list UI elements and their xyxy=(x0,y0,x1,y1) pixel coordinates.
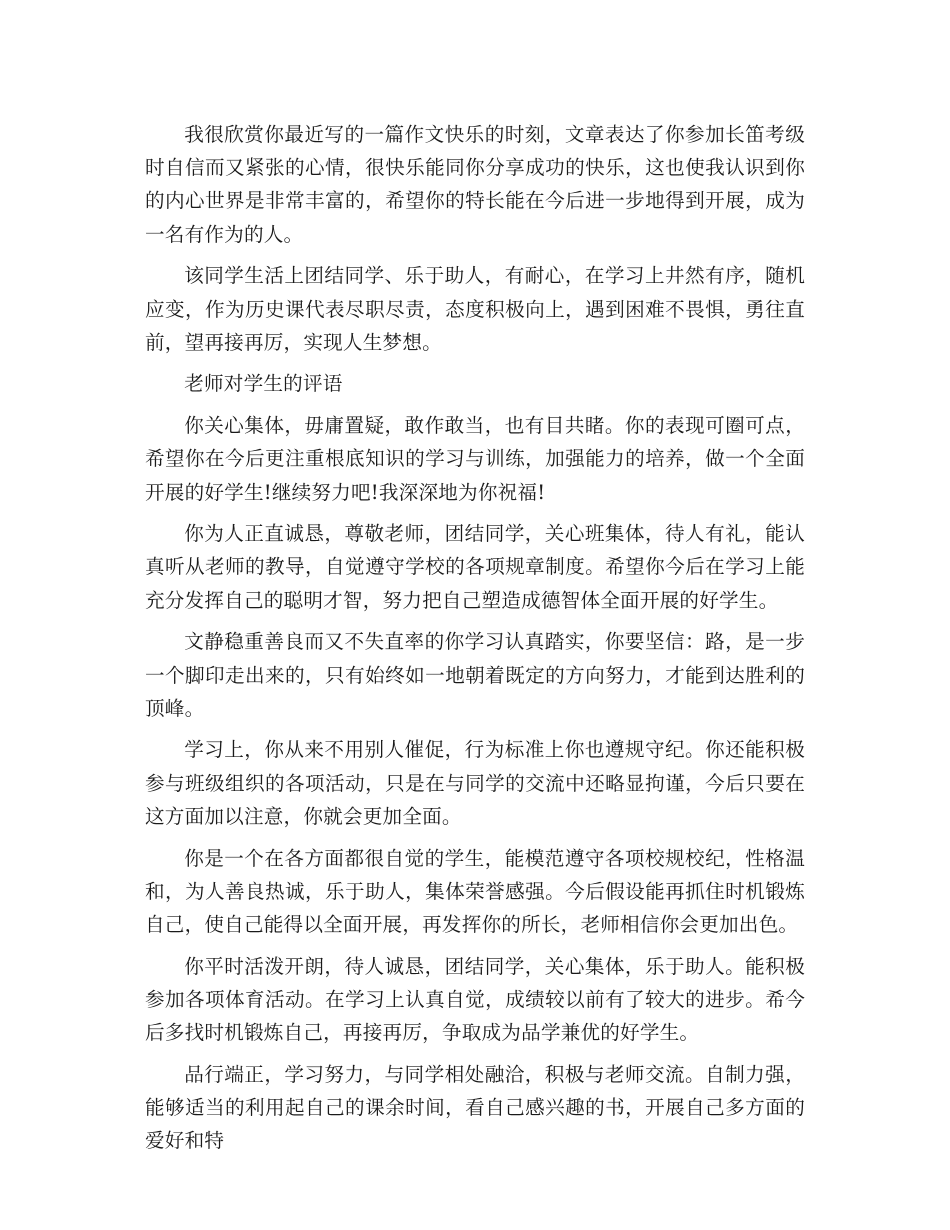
paragraph-care-collective-comment: 你关心集体，毋庸置疑，敢作敢当，也有目共睹。你的表现可圈可点，希望你在今后更注重根底知识的学习与训练，加强能力的培养，做一个全面开展的好学生!继续努力吧!我深深地为你祝福! xyxy=(145,414,805,504)
paragraph-honest-respectful-comment: 你为人正直诚恳，尊敬老师，团结同学，关心班集体，待人有礼，能认真听从老师的教导，自觉遵守学校的各项规章制度。希望你今后在学习上能充分发挥自己的聪明才智，努力把自己塑造成德智体全面开展的好学生。 xyxy=(145,522,805,612)
paragraph-good-conduct-comment: 品行端正，学习努力，与同学相处融洽，积极与老师交流。自制力强，能够适当的利用起自己的课余时间，看自己感兴趣的书，开展自己多方面的爱好和特 xyxy=(145,1062,805,1153)
paragraph-essay-comment: 我很欣赏你最近写的一篇作文快乐的时刻，文章表达了你参加长笛考级时自信而又紧张的心情，很快乐能同你分享成功的快乐，这也使我认识到你的内心世界是非常丰富的，希望你的特长能在今后进一步地得到开展，成为一名有作为的人。 xyxy=(145,123,805,246)
paragraph-steady-quiet-comment: 文静稳重善良而又不失直率的你学习认真踏实，你要坚信：路，是一步一个脚印走出来的，只有始终如一地朝着既定的方向努力，才能到达胜利的顶峰。 xyxy=(145,630,805,720)
paragraph-self-motivated-comment: 学习上，你从来不用别人催促，行为标准上你也遵规守纪。你还能积极参与班级组织的各项活动，只是在与同学的交流中还略显拘谨，今后只要在这方面加以注意，你就会更加全面。 xyxy=(145,738,805,828)
paragraph-history-rep-comment: 该同学生活上团结同学、乐于助人，有耐心，在学习上井然有序，随机应变，作为历史课代表尽职尽责，态度积极向上，遇到困难不畏惧，勇往直前，望再接再厉，实现人生梦想。 xyxy=(145,264,805,354)
section-heading: 老师对学生的评语 xyxy=(184,372,343,396)
document-page xyxy=(145,118,805,1157)
paragraph-cheerful-comment: 你平时活泼开朗，待人诚恳，团结同学，关心集体，乐于助人。能积极参加各项体育活动。在学习上认真自觉，成绩较以前有了较大的进步。希今后多找时机锻炼自己，再接再厉，争取成为品学兼优的好学生。 xyxy=(145,954,805,1045)
paragraph-self-disciplined-comment: 你是一个在各方面都很自觉的学生，能模范遵守各项校规校纪，性格温和，为人善良热诚，乐于助人，集体荣誉感强。今后假设能再抓住时机锻炼自己，使自己能得以全面开展，再发挥你的所长，老师相信你会更加出色。 xyxy=(145,846,805,936)
